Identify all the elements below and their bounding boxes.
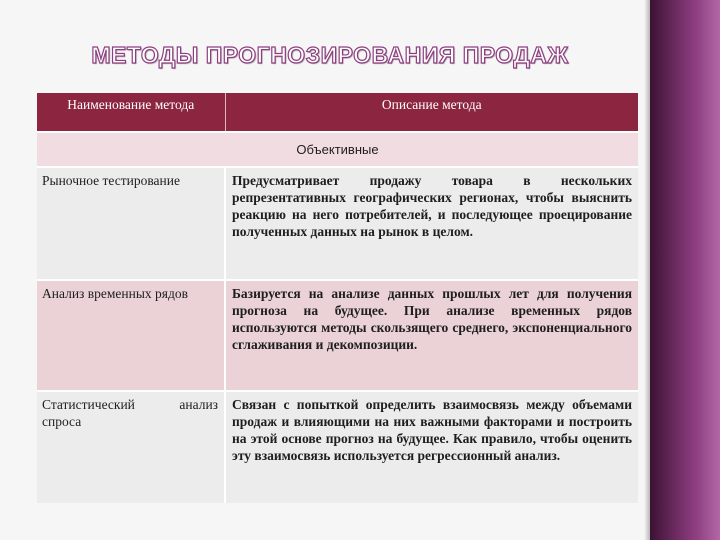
header-method-name: Наименование метода	[37, 93, 225, 132]
table-row	[37, 167, 638, 280]
method-description: Базируется на анализе данных прошлых лет для получения прогноза на будущее. При анализе временных рядов используются методы скользящего среднего, экспоненциального сглаживания и декомпозиции.	[225, 280, 638, 391]
method-name: Рыночное тестирование	[37, 167, 225, 280]
table-header-row	[37, 93, 638, 132]
method-name: Анализ временных рядов	[37, 280, 225, 391]
methods-table	[37, 93, 638, 503]
header-method-description: Описание метода	[225, 93, 638, 132]
section-label: Объективные	[37, 132, 638, 167]
section-row	[37, 132, 638, 167]
decorative-side-band	[650, 0, 720, 540]
table-row	[37, 280, 638, 391]
method-name: Статистический анализ спроса	[37, 391, 225, 503]
table-row	[37, 391, 638, 503]
method-description: Предусматривает продажу товара в нескольких репрезентативных географических регионах, чтобы выяснить реакцию на него потребителей, и последующее проецирование полученных данных на рынок в целом.	[225, 167, 638, 280]
method-description: Связан с попыткой определить взаимосвязь между объемами продаж и влияющими на них важными факторами и построить на этой основе прогноз на будущее. Как правило, чтобы оценить эту взаимосвязь используется регрессионный анализ.	[225, 391, 638, 503]
slide-title: МЕТОДЫ ПРОГНОЗИРОВАНИЯ ПРОДАЖ	[91, 42, 569, 68]
